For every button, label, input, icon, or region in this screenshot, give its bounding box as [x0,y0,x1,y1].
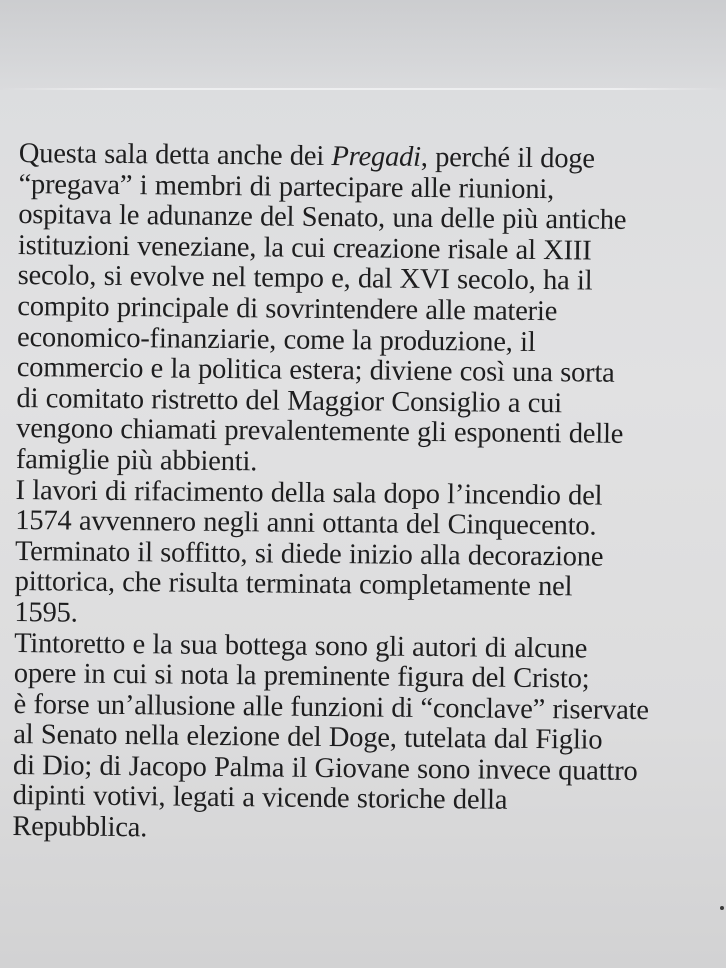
text-line: compito principale di sovrintendere alle materie [17,290,558,328]
text-line: pittorica, che risulta terminata completamente nel [14,566,573,603]
text-line: 1574 avvennero negli anni ottanta del Cinquecento. [15,505,597,542]
text-line: dipinti votivi, legati a vicende storiche della [12,780,508,817]
text-line: Tintoretto e la sua bottega sono gli autori di alcune [14,627,588,664]
text-line: è forse un’allusione alle funzioni di “conclave” riservate [13,688,649,726]
text-line: I lavori di rifacimento della sala dopo l’incendio del [15,474,603,512]
text-line: 1595. [14,596,78,629]
text-line: ospitava le adunanze del Senato, una delle più antiche [18,199,627,237]
text-line: opere in cui si nota la preminente figura del Cristo; [13,658,590,695]
italic-term: Pregadi [331,141,422,173]
info-panel-text [12,139,719,849]
text-line: Terminato il soffitto, si diede inizio alla decorazione [14,535,604,573]
text-line: al Senato nella elezione del Doge, tutelata dal Figlio [13,719,603,756]
text-line: secolo, si evolve nel tempo e, dal XVI secolo, ha il [17,260,593,297]
text-line: vengono chiamati prevalentemente gli esponenti delle [16,413,624,451]
text-line: commercio e la politica estera; diviene così una sorta [16,352,615,389]
panel-edge [0,88,726,90]
text-line: di Dio; di Jacopo Palma il Giovane sono invece quattro [12,749,638,787]
text-line: economico-finanziarie, come la produzione, il [16,321,536,358]
text-span: , perché il doge [420,141,595,175]
text-line: di comitato ristretto del Maggior Consiglio a cui [16,382,563,419]
panel-top-shadow [0,0,726,90]
edge-mark [720,906,724,910]
text-span: Questa sala detta anche dei [18,138,332,172]
text-line: Repubblica. [12,811,148,844]
text-line: “pregava” i membri di partecipare alle riunioni, [18,168,555,205]
text-line: famiglie più abbienti. [15,443,258,478]
text-line: istituzioni veneziane, la cui creazione risale al XIII [17,229,592,267]
